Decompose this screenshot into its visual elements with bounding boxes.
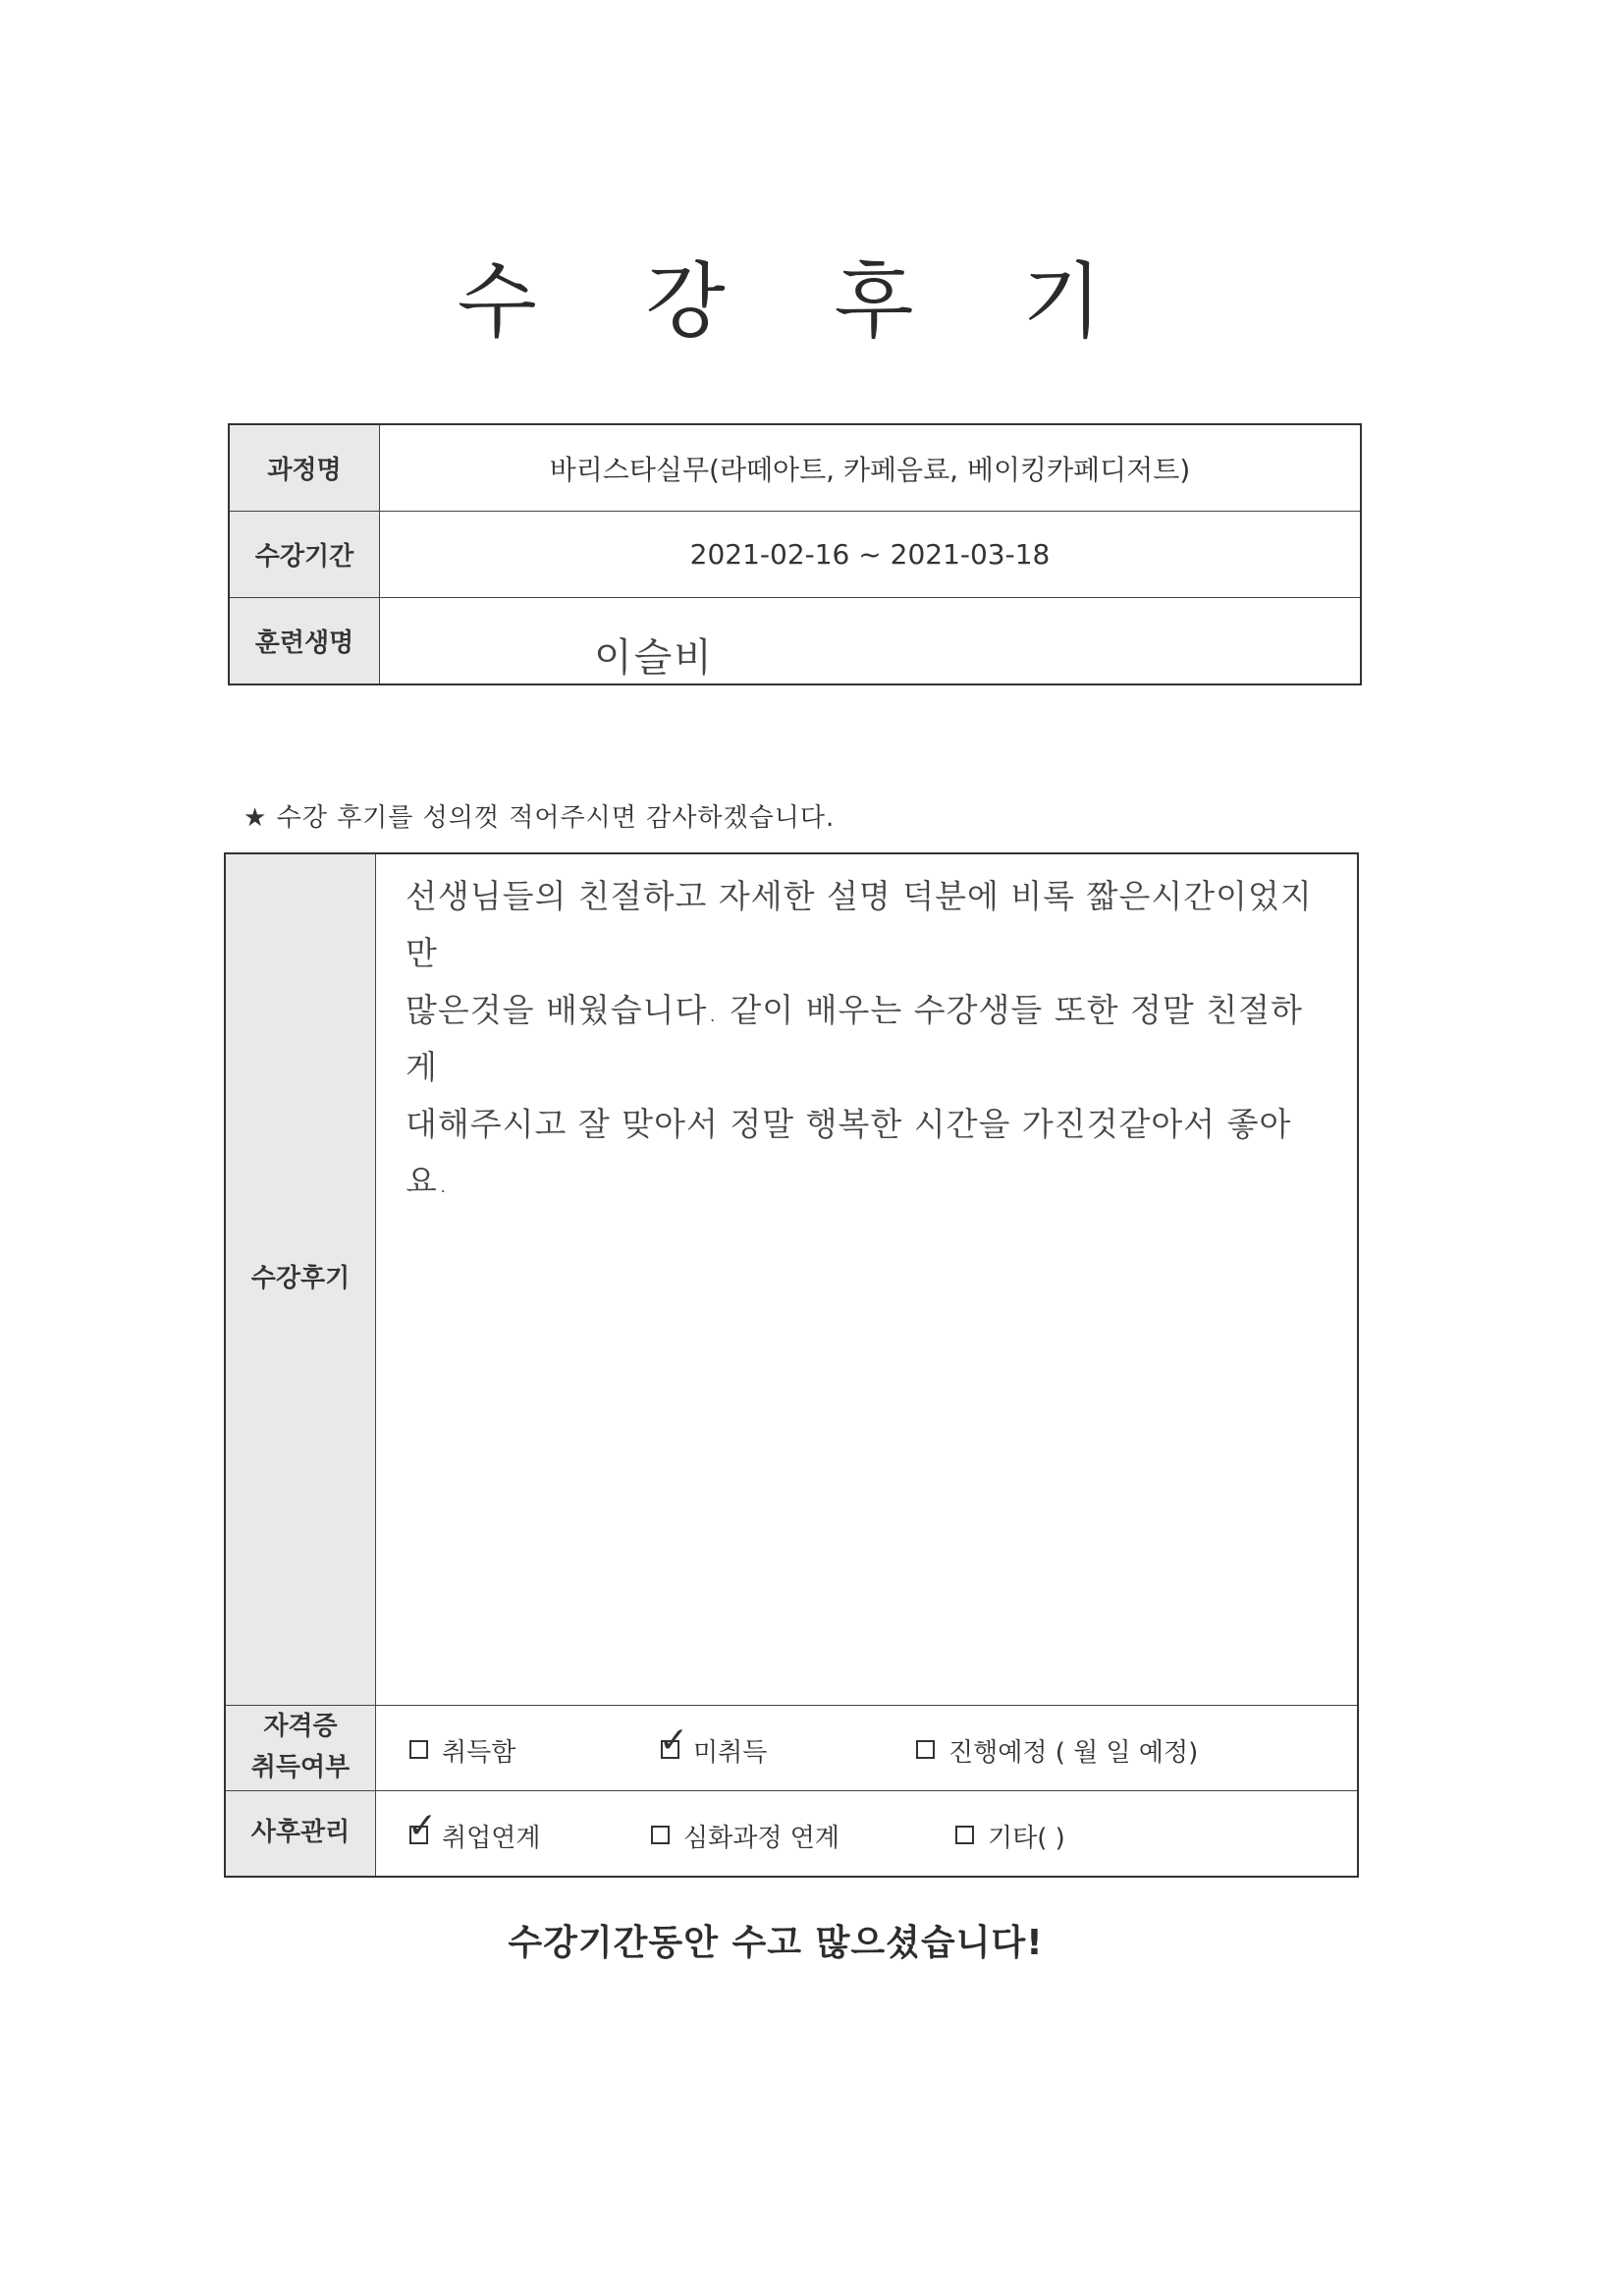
checkbox[interactable]	[409, 1740, 428, 1759]
review-row	[225, 853, 1358, 1706]
certificate-option-not-acquired[interactable]	[659, 1721, 768, 1769]
certificate-option-in-progress[interactable]	[916, 1732, 1198, 1769]
page-title: 수 강 후 기	[457, 253, 1144, 350]
course-row	[229, 424, 1361, 512]
checkbox-checked[interactable]	[659, 1721, 689, 1761]
option-label: 심화과정 연계	[683, 1824, 839, 1853]
closing-message: 수강기간동안 수고 많으셨습니다!	[508, 1923, 1044, 1963]
review-label: 수강후기	[225, 853, 376, 1706]
checkbox[interactable]	[651, 1826, 670, 1844]
checkbox-checked[interactable]	[407, 1806, 438, 1846]
aftercare-option-advanced-course[interactable]	[651, 1818, 839, 1854]
review-line: 선생님들의 친절하고 자세한 설명 덕분에 비록 짧은시간이었지만	[406, 877, 1313, 972]
option-label: 기타( )	[988, 1824, 1065, 1853]
aftercare-option-job-link[interactable]	[407, 1806, 541, 1854]
certificate-options	[376, 1706, 1359, 1791]
student-label: 훈련생명	[229, 598, 380, 685]
check-mark-icon: ✓	[659, 1721, 689, 1761]
option-label: 미취득	[693, 1738, 768, 1768]
certificate-label	[225, 1706, 376, 1791]
student-row	[229, 598, 1361, 685]
option-label: 취득함	[442, 1738, 516, 1768]
student-name: 이슬비	[594, 635, 714, 681]
checkbox[interactable]	[916, 1740, 935, 1759]
aftercare-option-other[interactable]	[955, 1818, 1065, 1854]
course-label: 과정명	[229, 424, 380, 512]
review-text	[376, 854, 1357, 1210]
checkbox[interactable]	[955, 1826, 974, 1844]
option-label: 진행예정 ( 월 일 예정)	[948, 1738, 1199, 1768]
check-mark-icon: ✓	[407, 1806, 438, 1846]
review-line: 많은것을 배웠습니다. 같이 배우는 수강생들 또한 정말 친절하게	[406, 991, 1303, 1086]
review-table	[224, 852, 1359, 1878]
certificate-label-line: 취득여부	[250, 1753, 351, 1782]
period-label: 수강기간	[229, 512, 380, 598]
course-info-table	[228, 423, 1362, 685]
certificate-row	[225, 1706, 1358, 1791]
review-line: 대해주시고 잘 맞아서 정말 행복한 시간을 가진것같아서 좋아요.	[406, 1105, 1292, 1200]
certificate-label-line: 자격증	[263, 1712, 338, 1742]
aftercare-row	[225, 1791, 1358, 1878]
aftercare-options	[376, 1791, 1359, 1878]
student-cell	[380, 598, 1362, 685]
period-row	[229, 512, 1361, 598]
certificate-option-acquired[interactable]	[409, 1732, 515, 1769]
instruction-note: ★ 수강 후기를 성의껏 적어주시면 감사하겠습니다.	[244, 803, 836, 833]
review-cell	[376, 853, 1359, 1706]
period-value: 2021-02-16 ~ 2021-03-18	[380, 512, 1362, 598]
course-value: 바리스타실무(라떼아트, 카페음료, 베이킹카페디저트)	[380, 424, 1362, 512]
aftercare-label: 사후관리	[225, 1791, 376, 1878]
option-label: 취업연계	[442, 1824, 541, 1853]
